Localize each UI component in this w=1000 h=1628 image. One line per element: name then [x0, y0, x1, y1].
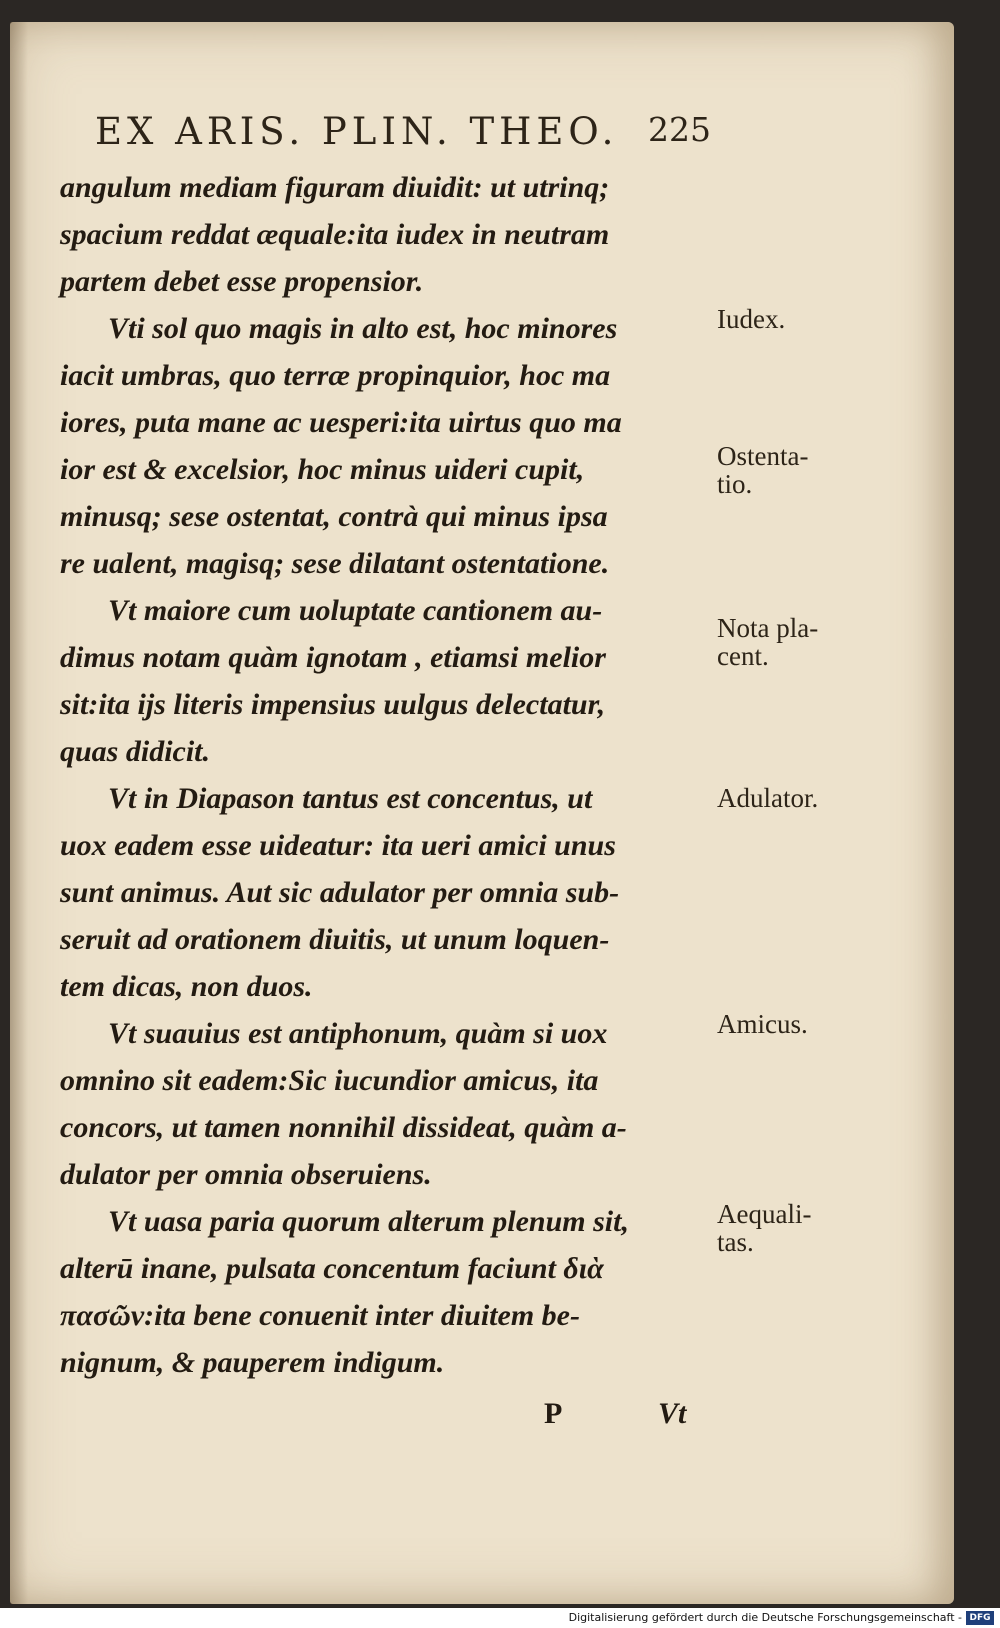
text-line: ior est & excelsior, hoc minus uideri cupit,: [60, 453, 585, 486]
margin-note-line: Iudex.: [717, 304, 786, 334]
text-line: Vt maiore cum uoluptate cantionem au-: [108, 594, 603, 627]
paragraph-4: [60, 775, 720, 1010]
signature-mark: P: [544, 1397, 563, 1430]
paragraph-5: [60, 1010, 720, 1198]
digitization-footer: [0, 1608, 1000, 1628]
margin-note-adulator: [717, 784, 867, 812]
text-line: iacit umbras, quo terræ propinquior, hoc ma: [60, 359, 611, 392]
text-line: nignum, & pauperem indigum.: [60, 1346, 445, 1379]
text-line: sit:ita ijs literis impensius uulgus delectatur,: [60, 688, 606, 721]
page-foot: [10, 1397, 954, 1437]
dfg-logo-icon: DFG: [966, 1611, 994, 1625]
text-line: partem debet esse propensior.: [60, 265, 424, 298]
text-line: Vt in Diapason tantus est concentus, ut: [108, 782, 593, 815]
margin-note-nota-placent: [717, 614, 867, 670]
paragraph-1: [60, 164, 720, 305]
text-line: sunt animus. Aut sic adulator per omnia sub-: [60, 876, 620, 909]
margin-note-line: Ostenta-: [717, 441, 809, 471]
margin-note-iudex: [717, 305, 867, 333]
paragraph-2: [60, 305, 720, 587]
margin-note-line: Aequali-: [717, 1199, 812, 1229]
text-line: tem dicas, non duos.: [60, 970, 313, 1003]
margin-note-line: Nota pla-: [717, 613, 819, 643]
text-line: seruit ad orationem diuitis, ut unum loquen-: [60, 923, 610, 956]
text-line: angulum mediam figuram diuidit: ut utrinq;: [60, 171, 610, 204]
text-line: Vt uasa paria quorum alterum plenum sit,: [108, 1205, 629, 1238]
margin-note-amicus: [717, 1010, 867, 1038]
text-line: uox eadem esse uideatur: ita ueri amici unus: [60, 829, 616, 862]
book-page: [10, 22, 954, 1604]
margin-note-line: Amicus.: [717, 1009, 808, 1039]
margin-note-line: Adulator.: [717, 783, 819, 813]
page-header: [10, 110, 954, 160]
text-line: dulator per omnia obseruiens.: [60, 1158, 432, 1191]
text-line: alterū inane, pulsata concentum faciunt διὰ: [60, 1252, 604, 1285]
margin-note-line: cent.: [717, 641, 769, 671]
funding-credit: Digitalisierung gefördert durch die Deutsche Forschungsgemeinschaft -: [568, 1611, 962, 1624]
text-line: Vt suauius est antiphonum, quàm si uox: [108, 1017, 608, 1050]
text-line: quas didicit.: [60, 735, 211, 768]
paragraph-6: [60, 1198, 720, 1386]
margin-note-line: tio.: [717, 469, 753, 499]
paragraph-3: [60, 587, 720, 775]
body-text: [60, 164, 720, 1386]
text-line: dimus notam quàm ignotam , etiamsi melior: [60, 641, 606, 674]
page-gutter-shadow: [10, 22, 28, 1604]
text-line: Vti sol quo magis in alto est, hoc minores: [108, 312, 618, 345]
text-line: minusq; sese ostentat, contrà qui minus ipsa: [60, 500, 608, 533]
text-line: iores, puta mane ac uesperi:ita uirtus quo ma: [60, 406, 622, 439]
margin-note-line: tas.: [717, 1227, 754, 1257]
text-line: omnino sit eadem:Sic iucundior amicus, ita: [60, 1064, 599, 1097]
margin-note-aequalitas: [717, 1200, 867, 1256]
running-head: EX ARIS. PLIN. THEO.: [95, 110, 619, 153]
page-number: 225: [648, 110, 711, 149]
text-line: re ualent, magisq; sese dilatant ostentatione.: [60, 547, 610, 580]
margin-note-ostentatio: [717, 442, 867, 498]
text-line: concors, ut tamen nonnihil dissideat, quàm a-: [60, 1111, 627, 1144]
text-line: πασῶν:ita bene conuenit inter diuitem be-: [60, 1299, 580, 1332]
text-line: spacium reddat æquale:ita iudex in neutram: [60, 218, 610, 251]
catchword: Vt: [658, 1397, 687, 1430]
